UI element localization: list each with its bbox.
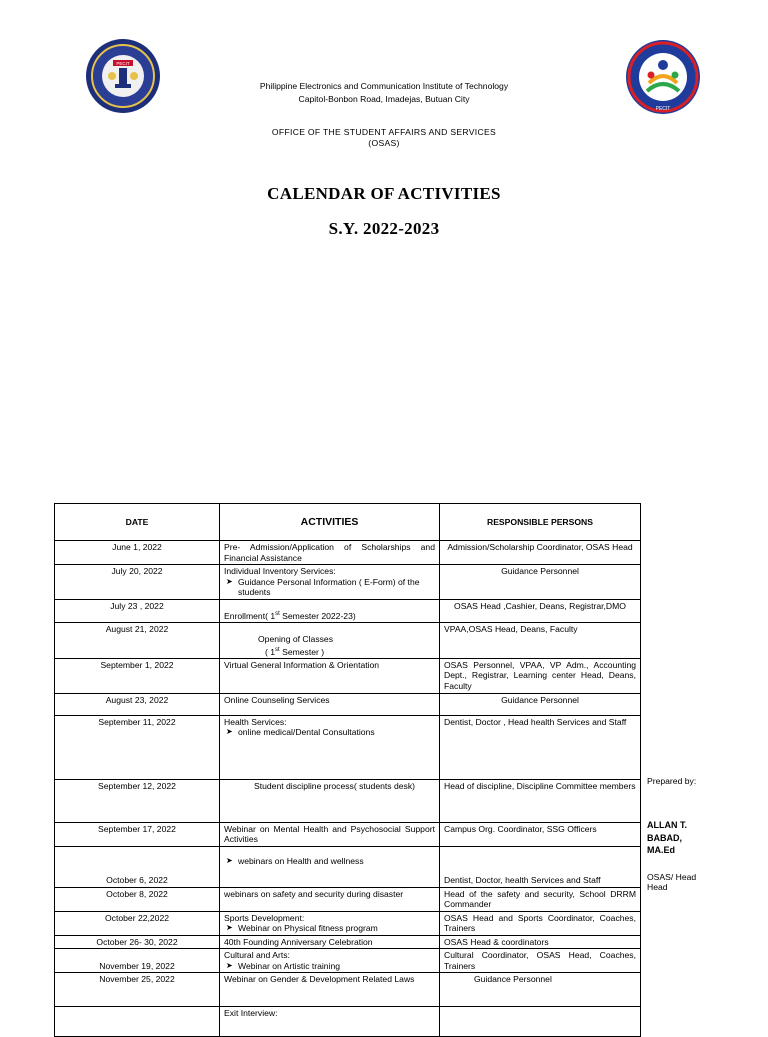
row-responsible: Dentist, Doctor , Head health Services and Staff (440, 715, 641, 779)
school-year: S.Y. 2022-2023 (328, 219, 440, 238)
row-responsible: Head of the safety and security, School DRRM Commander (440, 887, 641, 911)
row-activity: Virtual General Information & Orientation (220, 658, 440, 693)
row-activity (220, 911, 440, 935)
row-activity: Exit Interview: (220, 1007, 440, 1037)
row-date: October 8, 2022 (55, 887, 220, 911)
prepared-by-label: Prepared by: (647, 776, 697, 786)
logo-right-bottom-text: PECIT (655, 106, 671, 112)
table-row (55, 658, 641, 693)
row-activity (220, 600, 440, 623)
office-abbreviation: (OSAS) (368, 138, 400, 148)
row-responsible: Guidance Personnel (440, 693, 641, 715)
row-date: July 20, 2022 (55, 565, 220, 600)
table-row (55, 541, 641, 565)
table-row (55, 887, 641, 911)
row-date: July 23 , 2022 (55, 600, 220, 623)
row-activity (220, 715, 440, 779)
table-row (55, 846, 641, 887)
row-responsible: Guidance Personnel (440, 565, 641, 600)
row-date: October 26- 30, 2022 (55, 935, 220, 949)
institution-name: Philippine Electronics and Communication Institute of Technology (259, 81, 509, 91)
signatory-role (647, 872, 696, 892)
table-row (55, 935, 641, 949)
activity-label: Sports Development: (224, 912, 305, 923)
row-date: September 1, 2022 (55, 658, 220, 693)
signatory-name-line3: MA.Ed (647, 845, 675, 855)
row-date: November 25, 2022 (55, 973, 220, 1007)
activity-sub (224, 645, 435, 657)
row-responsible: Campus Org. Coordinator, SSG Officers (440, 822, 641, 846)
header-activities: ACTIVITIES (220, 504, 440, 541)
table-row (55, 693, 641, 715)
row-date: October 6, 2022 (55, 846, 220, 887)
row-date: September 11, 2022 (55, 715, 220, 779)
row-responsible: OSAS Head ,Cashier, Deans, Registrar,DMO (440, 600, 641, 623)
row-responsible: VPAA,OSAS Head, Deans, Faculty (440, 623, 641, 659)
row-activity: webinars on safety and security during disaster (220, 887, 440, 911)
signatory-name-line1: ALLAN T. (647, 820, 687, 830)
row-date: August 23, 2022 (55, 693, 220, 715)
row-activity: Webinar on Mental Health and Psychosocial Support Activities (220, 822, 440, 846)
activity-sub-sup: st (275, 646, 280, 653)
row-responsible: OSAS Head and Sports Coordinator, Coaches, Trainers (440, 911, 641, 935)
table-row (55, 715, 641, 779)
row-date: October 22,2022 (55, 911, 220, 935)
row-date: September 12, 2022 (55, 779, 220, 822)
activity-bullet: ➤ webinars on Health and wellness (224, 856, 435, 867)
table-row (55, 565, 641, 600)
office-name (0, 127, 768, 149)
activity-bullet: ➤ Webinar on Artistic training (224, 961, 435, 972)
row-responsible (440, 1007, 641, 1037)
table-row (55, 973, 641, 1007)
table-row (55, 949, 641, 973)
activity-bullet: ➤ Guidance Personal Information ( E-Form) of the students (224, 577, 435, 598)
row-date (55, 1007, 220, 1037)
row-responsible: OSAS Personnel, VPAA, VP Adm., Accounting Dept., Registrar, Learning center Head, Deans, Faculty (440, 658, 641, 693)
header-responsible: RESPONSIBLE PERSONS (440, 504, 641, 541)
row-responsible: Head of discipline, Discipline Committee members (440, 779, 641, 822)
activity-sub-post: Semester ) (279, 646, 325, 657)
table-header-row (55, 504, 641, 541)
row-activity: Online Counseling Services (220, 693, 440, 715)
activity-label: Health Services: (224, 716, 287, 727)
row-activity (220, 623, 440, 659)
activity-text-post: Semester 2022-23) (279, 610, 356, 621)
table-row (55, 779, 641, 822)
row-date: September 17, 2022 (55, 822, 220, 846)
activity-bullet: ➤ Webinar on Physical fitness program (224, 923, 435, 934)
activity-sub-pre: ( 1 (265, 646, 276, 657)
document-title: CALENDAR OF ACTIVITIES (267, 184, 501, 203)
row-activity (220, 949, 440, 973)
logo-left-text: PECIT (116, 61, 130, 66)
row-activity (220, 565, 440, 600)
row-activity (220, 846, 440, 887)
office-title: OFFICE OF THE STUDENT AFFAIRS AND SERVICES (271, 127, 497, 137)
row-responsible: OSAS Head & coordinators (440, 935, 641, 949)
row-responsible: Dentist, Doctor, health Services and Staff (440, 846, 641, 887)
row-date: November 19, 2022 (55, 949, 220, 973)
activity-label: Opening of Classes (258, 634, 333, 644)
signatory-name (647, 819, 687, 857)
row-activity: Student discipline process( students desk) (220, 779, 440, 822)
calendar-table (54, 503, 641, 1037)
activity-label: Cultural and Arts: (224, 950, 290, 961)
row-responsible: Guidance Personnel (440, 973, 641, 1007)
activity-bullet: ➤ online medical/Dental Consultations (224, 727, 435, 738)
row-activity: 40th Founding Anniversary Celebration (220, 935, 440, 949)
table-row (55, 822, 641, 846)
row-activity: Webinar on Gender & Development Related Laws (220, 973, 440, 1007)
table-row (55, 623, 641, 659)
signatory-role-line1: OSAS/ Head (647, 872, 697, 882)
row-responsible: Cultural Coordinator, OSAS Head, Coaches, Trainers (440, 949, 641, 973)
row-date: June 1, 2022 (55, 541, 220, 565)
signatory-name-line2: BABAD, (647, 832, 682, 843)
row-responsible: Admission/Scholarship Coordinator, OSAS Head (440, 541, 641, 565)
activity-sup: st (275, 610, 280, 617)
activity-label: Individual Inventory Services: (224, 566, 336, 576)
row-activity: Pre- Admission/Application of Scholarships and Financial Assistance (220, 541, 440, 565)
table-row (55, 600, 641, 623)
signatory-role-line2: Head (647, 882, 668, 892)
table-row (55, 911, 641, 935)
activity-text: Enrollment( 1 (224, 610, 276, 621)
institution-address: Capitol-Bonbon Road, Imadejas, Butuan City (298, 94, 470, 104)
header-date: DATE (55, 504, 220, 541)
row-date: August 21, 2022 (55, 623, 220, 659)
table-row (55, 1007, 641, 1037)
